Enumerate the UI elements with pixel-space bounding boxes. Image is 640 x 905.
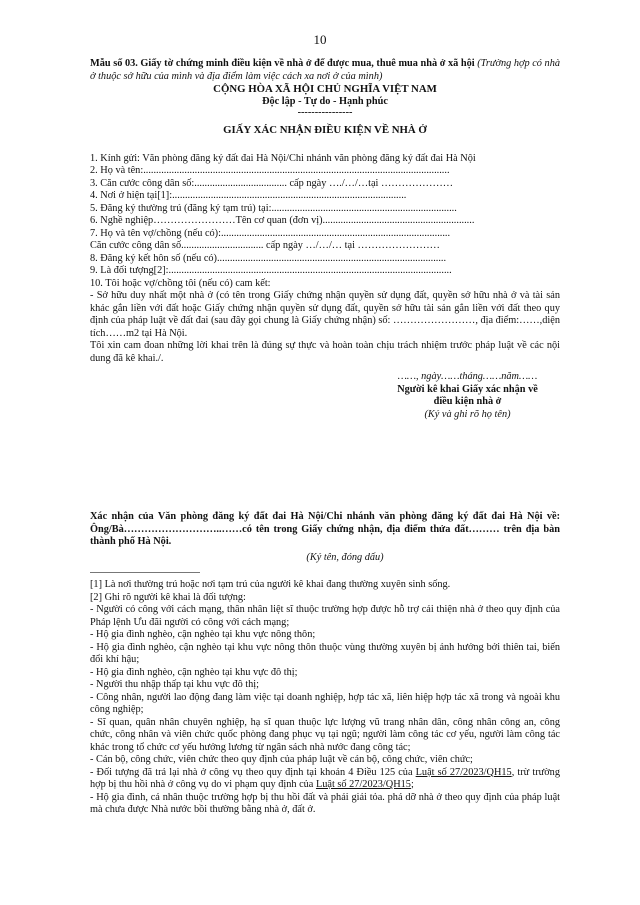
footnote-item: - Hộ gia đình nghèo, cận nghèo tại khu vực nông thôn; [90, 629, 316, 640]
field-current-residence: 4. Nơi ở hiện tại[1]:........................................................................................... [90, 190, 407, 201]
signature-title-2: điều kiện nhà ở [433, 396, 502, 407]
footnote-item: - Người có công với cách mạng, thân nhân liệt sĩ thuộc trường hợp được hỗ trợ cải thiện nhà ở theo quy định của Pháp lệnh Ưu đãi người có công với cách mạng; [90, 604, 560, 628]
field-commitment-heading: 10. Tôi hoặc vợ/chồng tôi (nếu có) cam kết: [90, 277, 271, 289]
office-confirmation: Xác nhận của Văn phòng đăng ký đất đai Hà Nội/Chi nhánh văn phòng đăng ký đất đai Hà Nội về: Ông/Bà………………………..……có tên trong Giấy chứng nhận, địa điểm thửa đất……… trên địa bàn thành phố Hà Nội. [90, 511, 560, 547]
field-full-name: 2. Họ và tên:....................................................................................................................... [90, 165, 450, 176]
field-citizen-id: 3. Căn cước công dân số:.................................... cấp ngày …./…/…tại ………………… [90, 177, 454, 189]
motto-rule: ---------------- [297, 107, 353, 118]
motto: Độc lập - Tự do - Hạnh phúc [262, 95, 388, 107]
field-registered-residence: 5. Đăng ký thường trú (đăng ký tạm trú) tại:........................................................................ [90, 202, 457, 214]
form-heading-subtitle: (Trường hợp có nhà ở thuộc sở hữu của mình và địa điểm làm việc cách xa nơi ở của mình) [90, 58, 561, 82]
declarant-signature-block [375, 371, 560, 421]
declaration-text: Tôi xin cam đoan những lời khai trên là đúng sự thực và hoàn toàn chịu trách nhiệm trước pháp luật về các nội dung đã kê khai./. [90, 340, 560, 364]
footnote-law-suffix: ; [410, 779, 414, 790]
signature-note: (Ký và ghi rõ họ tên) [424, 408, 511, 420]
footnote-item: - Hộ gia đình nghèo, cận nghèo tại khu vực nông thôn thuộc vùng thường xuyên bị ảnh hưởng bởi thiên tai, biến đổi khí hậu; [90, 641, 560, 665]
field-recipient: 1. Kính gửi: Văn phòng đăng ký đất đai Hà Nội/Chi nhánh văn phòng đăng ký đất đai Hà Nội [90, 152, 476, 164]
footnote-2: [2] Ghi rõ người kê khai là đối tượng: [90, 591, 246, 603]
form-heading-title: Mẫu số 03. Giấy tờ chứng minh điều kiện về nhà ở để được mua, thuê mua nhà ở xã hội [90, 58, 475, 69]
field-marriage-registration: 8. Đăng ký kết hôn số (nếu có)......................................................................................... [90, 252, 447, 264]
commitment-text: - Sở hữu duy nhất một nhà ở (có tên trong Giấy chứng nhận quyền sử dụng đất, quyền sở hữu nhà ở và tài sản khác gắn liền với đất hoặc Giấy chứng nhận quyền sử dụng đất, quyền sở hữu tài sản gắn liền với đất theo quy định của pháp luật về đất đai (sau đây gọi chung là Giấy chứng nhận) số: ……………………, địa điểm:……,diện tích……m2 tại Hà Nội. [90, 290, 560, 339]
footnote-divider [90, 572, 200, 579]
footnote-item: - Công nhân, người lao động đang làm việc tại doanh nghiệp, hợp tác xã, liên hiệp hợp tác xã trong và ngoài khu công nghiệp; [90, 691, 560, 715]
field-occupation: 6. Nghề nghiệp……………………Tên cơ quan (đơn vị)........................................................... [90, 215, 475, 226]
footnote-item: - Sĩ quan, quân nhân chuyên nghiệp, hạ sĩ quan thuộc lực lượng vũ trang nhân dân, công nhân công an, công chức, công nhân và viên chức quốc phòng đang phục vụ tại ngũ; người làm công tác cơ yếu, người làm công tác khác trong tổ chức cơ yếu hưởng lương từ ngân sách nhà nước đang công tác; [90, 716, 560, 753]
field-beneficiary-type: 9. Là đối tượng[2]:.............................................................................................................. [90, 265, 452, 276]
footnote-item: - Hộ gia đình, cá nhân thuộc trường hợp bị thu hồi đất và phải giải tỏa. phá dỡ nhà ở theo quy định của pháp luật mà chưa được Nhà nước bồi thường bằng nhà ở, đất ở. [90, 791, 560, 815]
footnote-1: [1] Là nơi thường trú hoặc nơi tạm trú của người kê khai đang thường xuyên sinh sống. [90, 579, 451, 590]
page-number: 10 [313, 32, 327, 47]
office-signature-note: (Ký tên, đóng dấu) [306, 551, 384, 563]
document-body [90, 58, 560, 817]
signature-date: ……, ngày……tháng……năm…… [397, 371, 538, 382]
form-heading [90, 58, 560, 83]
footnote-item: - Cán bộ, công chức, viên chức theo quy định của pháp luật về cán bộ, công chức, viên chức; [90, 754, 473, 765]
footnote-item: - Người thu nhập thấp tại khu vực đô thị; [90, 679, 260, 690]
nation-name: CỘNG HÒA XÃ HỘI CHỦ NGHĨA VIỆT NAM [213, 83, 437, 95]
footnote-law-middle: , trừ trường hợp bị thu hồi nhà ở công vụ do vi phạm quy định của [90, 766, 560, 790]
field-spouse-name: 7. Họ và tên vợ/chồng (nếu có):......................................................................................... [90, 227, 451, 239]
declaration-fields [90, 153, 560, 366]
document-title: GIẤY XÁC NHẬN ĐIỀU KIỆN VỀ NHÀ Ở [223, 124, 427, 136]
law-link-1[interactable]: Luật số 27/2023/QH15 [415, 766, 512, 778]
footnote-law-prefix: - Đối tượng đã trả lại nhà ở công vụ theo quy định tại khoản 4 Điều 125 của [90, 766, 416, 778]
signature-title-1: Người kê khai Giấy xác nhận về [397, 383, 538, 395]
footnotes [90, 579, 560, 817]
field-spouse-citizen-id: Căn cước công dân số................................ cấp ngày …/…/… tại …………………… [90, 240, 440, 251]
footnote-item: - Hộ gia đình nghèo, cận nghèo tại khu vực đô thị; [90, 666, 298, 678]
law-link-2[interactable]: Luật số 27/2023/QH15 [315, 779, 411, 790]
footnote-law-item [90, 767, 560, 792]
